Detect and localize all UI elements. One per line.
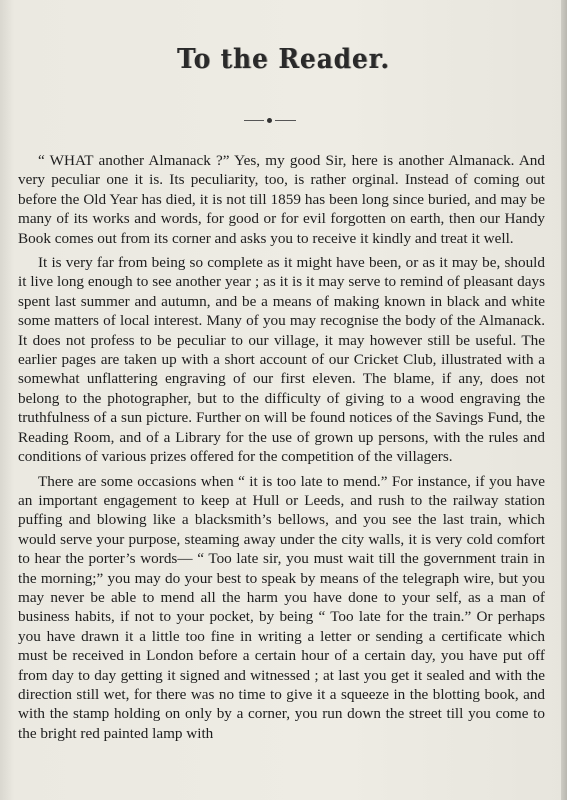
paragraph-1: “ WHAT another Almanack ?” Yes, my good Sir, here is another Almanack. And very peculiar one it is. Its peculiarity, too, is rather orginal. Instead of coming out before the Old Year has died, it is not till 1859 has been long since buried, and may be many of its works and words, for good or for evil forgotten on earth, then our Handy Book comes out from its corner and asks you to receive it kindly and treat it well.	[18, 152, 545, 247]
divider-dot	[267, 118, 272, 123]
divider-line-right	[275, 120, 296, 121]
paragraph-3: There are some occasions when “ it is too late to mend.” For instance, if you have an important engagement to keep at Hull or Leeds, and rush to the railway station puffing and blowing like a blacksmith’s bellows, and you see the last train, which would serve your purpose, steaming away under the city walls, it is very cold comfort to hear the porter’s words— “ Too late sir, you must wait till the government train in the morning;” you may do your best to speak by means of the telegraph wire, but you may never be able to mend all the harm you have done to your self, as a man of business habits, if not to your pocket, by being “ Too late for the train.” Or perhaps you have drawn it a little too fine in writing a letter or sending a certificate which must be received in London before a certain hour of a certain day, you have put off from day to day getting it signed and witnessed ; at last you get it sealed and with the direction still wet, for there was no time to give it a squeeze in the blotting book, and with the stamp holding on only by a corner, you run down the street till you come to the bright red painted lamp with	[18, 472, 545, 742]
title-divider-ornament	[244, 118, 296, 124]
divider-line-left	[244, 120, 264, 121]
page-title: To the Reader.	[177, 44, 390, 75]
paragraph-2: It is very far from being so complete as it might have been, or as it may be, should it live long enough to see another year ; as it is it may serve to remind of pleasant days spent last summer and autumn, and be a means of making known in black and white some matters of local interest. Many of you may recognise the body of the Almanack. It does not profess to be peculiar to our village, it may however still be useful. The earlier pages are taken up with a short account of our Cricket Club, illustrated with a somewhat unflattering engraving of our first eleven. The blame, if any, does not belong to the photographer, but to the difficulty of giving to a wood engraving the truthfulness of a sun picture. Further on will be found notices of the Savings Fund, the Reading Room, and of a Library for the use of grown up persons, with the rules and conditions of various prizes offered for the competition of the villagers.	[18, 254, 545, 466]
body-text	[18, 151, 545, 748]
page-binding-edge	[561, 0, 567, 800]
